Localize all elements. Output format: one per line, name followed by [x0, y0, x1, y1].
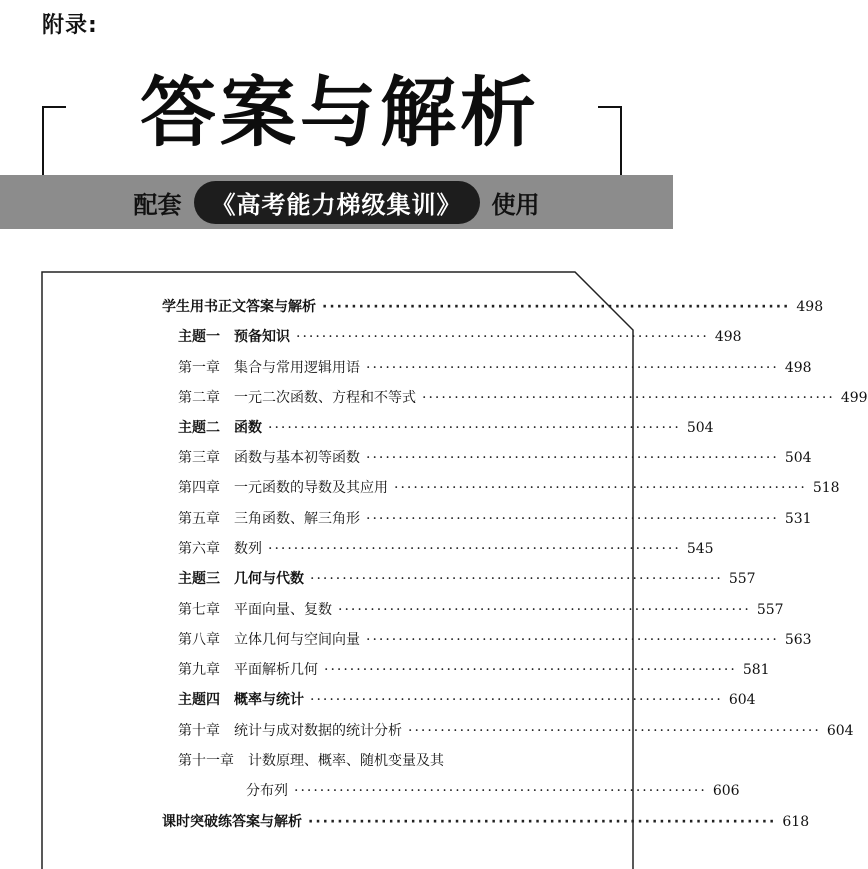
toc-chapter-number: 主题四	[178, 692, 220, 708]
toc-chapter-title: 函数与基本初等函数	[234, 450, 360, 466]
toc-entry-chapter-7[interactable]	[178, 599, 784, 619]
toc-chapter-number: 第五章	[178, 511, 220, 527]
toc-page-number: 557	[756, 602, 784, 618]
toc-page-number: 618	[782, 814, 810, 830]
toc-chapter-title: 分布列	[246, 783, 288, 799]
toc-page-number: 498	[796, 299, 824, 315]
leader-dots: ································································	[296, 329, 709, 345]
toc-chapter-title: 计数原理、概率、随机变量及其	[248, 753, 444, 769]
toc-entry-chapter-10[interactable]	[178, 720, 854, 740]
leader-dots: ································································	[366, 360, 779, 376]
toc-chapter-number: 主题三	[178, 571, 220, 587]
toc-chapter-title: 一元函数的导数及其应用	[234, 480, 388, 496]
toc-chapter-title: 概率与统计	[234, 692, 304, 708]
leader-dots: ································································	[394, 480, 807, 496]
toc-page-number: 518	[812, 480, 840, 496]
toc-entry-chapter-6[interactable]	[178, 538, 714, 558]
toc-page-number: 499	[840, 390, 868, 406]
toc-chapter-number: 第八章	[178, 632, 220, 648]
toc-page-number: 604	[728, 692, 756, 708]
toc-page-number: 604	[826, 723, 854, 739]
leader-dots: ································································	[338, 602, 751, 618]
toc-page-number: 504	[784, 450, 812, 466]
leader-dots: ································································	[324, 662, 737, 678]
appendix-label: 附录:	[42, 13, 98, 38]
toc-chapter-number: 第十章	[178, 723, 220, 739]
toc-entry-label: 课时突破练答案与解析	[162, 814, 302, 830]
toc-entry-chapter-1[interactable]	[178, 357, 812, 377]
band-suffix: 使用	[491, 190, 540, 219]
toc-chapter-title: 预备知识	[234, 329, 290, 345]
toc-chapter-title: 平面解析几何	[234, 662, 318, 678]
toc-chapter-number: 第一章	[178, 360, 220, 376]
toc-entry-topic-2[interactable]	[178, 417, 714, 437]
toc-page-number: 504	[686, 420, 714, 436]
toc-chapter-title: 三角函数、解三角形	[234, 511, 360, 527]
toc-entry-chapter-9[interactable]	[178, 659, 770, 679]
toc-chapter-number: 第七章	[178, 602, 220, 618]
leader-dots: ································································	[268, 541, 681, 557]
toc-chapter-title: 函数	[234, 420, 262, 436]
toc-chapter-title: 立体几何与空间向量	[234, 632, 360, 648]
toc-chapter-title: 一元二次函数、方程和不等式	[234, 390, 416, 406]
toc-page-number: 563	[784, 632, 812, 648]
toc-entry-practice[interactable]	[162, 811, 810, 831]
leader-dots: ································································	[422, 390, 835, 406]
toc-entry-topic-3[interactable]	[178, 568, 756, 588]
toc-entry-student-book[interactable]	[162, 296, 824, 316]
leader-dots: ································································	[366, 511, 779, 527]
toc-page-number: 545	[686, 541, 714, 557]
toc-chapter-number: 主题一	[178, 329, 220, 345]
leader-dots: ································································	[268, 420, 681, 436]
toc-chapter-title: 数列	[234, 541, 262, 557]
toc-chapter-number: 第四章	[178, 480, 220, 496]
toc-entry-chapter-11-cont[interactable]	[246, 780, 740, 800]
leader-dots: ································································	[310, 692, 723, 708]
toc-page-number: 557	[728, 571, 756, 587]
toc-page-number: 498	[784, 360, 812, 376]
toc-chapter-number: 第三章	[178, 450, 220, 466]
toc-entry-chapter-4[interactable]	[178, 477, 840, 497]
toc-entry-topic-4[interactable]	[178, 689, 756, 709]
toc-chapter-title: 平面向量、复数	[234, 602, 332, 618]
leader-dots: ································································	[294, 783, 707, 799]
toc-chapter-number: 第十一章	[178, 753, 234, 769]
toc-entry-chapter-11[interactable]	[178, 750, 444, 770]
toc-entry-chapter-8[interactable]	[178, 629, 812, 649]
leader-dots: ································································	[366, 450, 779, 466]
toc-chapter-number: 第六章	[178, 541, 220, 557]
leader-dots: ································································	[408, 723, 821, 739]
leader-dots: ································································	[366, 632, 779, 648]
toc-page-number: 606	[712, 783, 740, 799]
toc-page-number: 498	[714, 329, 742, 345]
book-title-pill: 《高考能力梯级集训》	[194, 181, 480, 224]
toc-chapter-title: 统计与成对数据的统计分析	[234, 723, 402, 739]
page-title: 答案与解析	[140, 68, 540, 157]
leader-dots: ································································	[322, 299, 791, 315]
toc-page-number: 581	[742, 662, 770, 678]
toc-entry-chapter-5[interactable]	[178, 508, 812, 528]
toc-entry-label: 学生用书正文答案与解析	[162, 299, 316, 315]
toc-chapter-title: 几何与代数	[234, 571, 304, 587]
toc-entry-chapter-2[interactable]	[178, 387, 868, 407]
toc-chapter-title: 集合与常用逻辑用语	[234, 360, 360, 376]
leader-dots: ································································	[310, 571, 723, 587]
band-prefix: 配套	[133, 190, 182, 219]
leader-dots: ································································	[308, 814, 777, 830]
toc-page-number: 531	[784, 511, 812, 527]
toc-entry-chapter-3[interactable]	[178, 447, 812, 467]
toc-chapter-number: 第二章	[178, 390, 220, 406]
toc-entry-topic-1[interactable]	[178, 326, 742, 346]
toc-chapter-number: 第九章	[178, 662, 220, 678]
toc-chapter-number: 主题二	[178, 420, 220, 436]
